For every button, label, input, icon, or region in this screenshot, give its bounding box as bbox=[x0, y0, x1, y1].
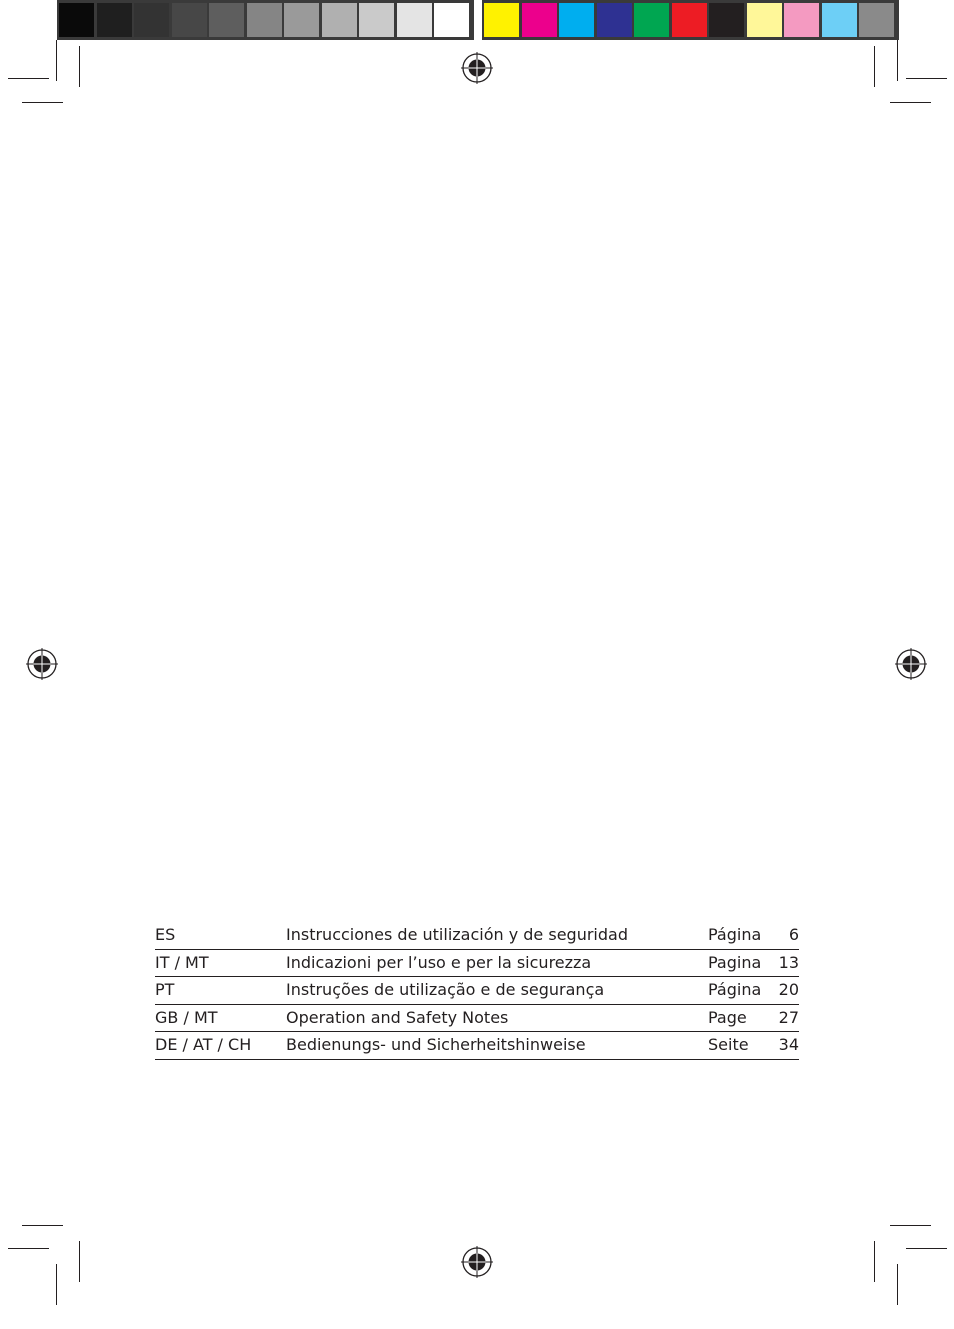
crop-mark bbox=[22, 1225, 63, 1226]
color-swatch bbox=[784, 3, 819, 37]
color-swatch bbox=[284, 3, 319, 37]
crop-mark bbox=[874, 46, 875, 87]
color-swatch bbox=[634, 3, 669, 37]
color-swatch bbox=[209, 3, 244, 37]
toc-page-label: Página bbox=[708, 980, 762, 1000]
process-color-bar bbox=[482, 0, 899, 40]
toc-page-number: 27 bbox=[778, 1007, 799, 1027]
crop-mark bbox=[56, 40, 57, 81]
color-swatch bbox=[672, 3, 707, 37]
toc-row[interactable] bbox=[155, 1005, 799, 1033]
color-swatch bbox=[172, 3, 207, 37]
toc-row[interactable] bbox=[155, 950, 799, 978]
toc-row[interactable] bbox=[155, 922, 799, 950]
toc-language-code: DE / AT / CH bbox=[155, 1035, 252, 1055]
toc-page-number: 13 bbox=[778, 952, 799, 972]
language-table-of-contents bbox=[155, 922, 799, 1060]
toc-page-label: Página bbox=[708, 925, 762, 944]
crop-mark bbox=[897, 1264, 898, 1305]
toc-section-title: Instruções de utilização e de segurança bbox=[286, 980, 605, 1000]
color-swatch bbox=[859, 3, 894, 37]
crop-mark bbox=[22, 102, 63, 103]
color-swatch bbox=[397, 3, 432, 37]
crop-mark bbox=[79, 1241, 80, 1282]
color-swatch bbox=[747, 3, 782, 37]
toc-language-code: IT / MT bbox=[155, 952, 209, 972]
crop-mark bbox=[890, 1225, 931, 1226]
color-swatch bbox=[484, 3, 519, 37]
crop-mark bbox=[56, 1264, 57, 1305]
registration-mark-icon bbox=[895, 648, 927, 680]
registration-mark-icon bbox=[461, 1246, 493, 1278]
toc-page-number: 34 bbox=[778, 1035, 799, 1055]
color-swatch bbox=[597, 3, 632, 37]
crop-mark bbox=[79, 46, 80, 87]
color-swatch bbox=[97, 3, 132, 37]
toc-language-code: ES bbox=[155, 925, 176, 944]
color-swatch bbox=[522, 3, 557, 37]
crop-mark bbox=[906, 78, 947, 79]
color-swatch bbox=[247, 3, 282, 37]
toc-section-title: Instrucciones de utilización y de seguridad bbox=[286, 925, 628, 944]
color-swatch bbox=[359, 3, 394, 37]
crop-mark bbox=[890, 102, 931, 103]
color-swatch bbox=[322, 3, 357, 37]
toc-language-code: PT bbox=[155, 980, 175, 1000]
crop-mark bbox=[906, 1248, 947, 1249]
color-swatch bbox=[709, 3, 744, 37]
crop-mark bbox=[8, 78, 49, 79]
toc-page-label: Seite bbox=[708, 1035, 749, 1055]
color-swatch bbox=[134, 3, 169, 37]
crop-mark bbox=[874, 1241, 875, 1282]
toc-section-title: Indicazioni per l’uso e per la sicurezza bbox=[286, 952, 592, 972]
toc-page-label: Pagina bbox=[708, 952, 762, 972]
toc-language-code: GB / MT bbox=[155, 1007, 218, 1027]
toc-page-number: 6 bbox=[788, 925, 799, 944]
toc-section-title: Bedienungs- und Sicherheitshinweise bbox=[286, 1035, 586, 1055]
toc-page-number: 20 bbox=[778, 980, 799, 1000]
toc-section-title: Operation and Safety Notes bbox=[286, 1007, 509, 1027]
crop-mark bbox=[8, 1248, 49, 1249]
toc-page-label: Page bbox=[708, 1007, 747, 1027]
registration-mark-icon bbox=[461, 52, 493, 84]
color-swatch bbox=[434, 3, 469, 37]
grayscale-color-bar bbox=[57, 0, 474, 40]
color-swatch bbox=[559, 3, 594, 37]
color-swatch bbox=[59, 3, 94, 37]
toc-row[interactable] bbox=[155, 1032, 799, 1060]
color-swatch bbox=[822, 3, 857, 37]
registration-mark-icon bbox=[26, 648, 58, 680]
crop-mark bbox=[897, 40, 898, 81]
toc-row[interactable] bbox=[155, 977, 799, 1005]
